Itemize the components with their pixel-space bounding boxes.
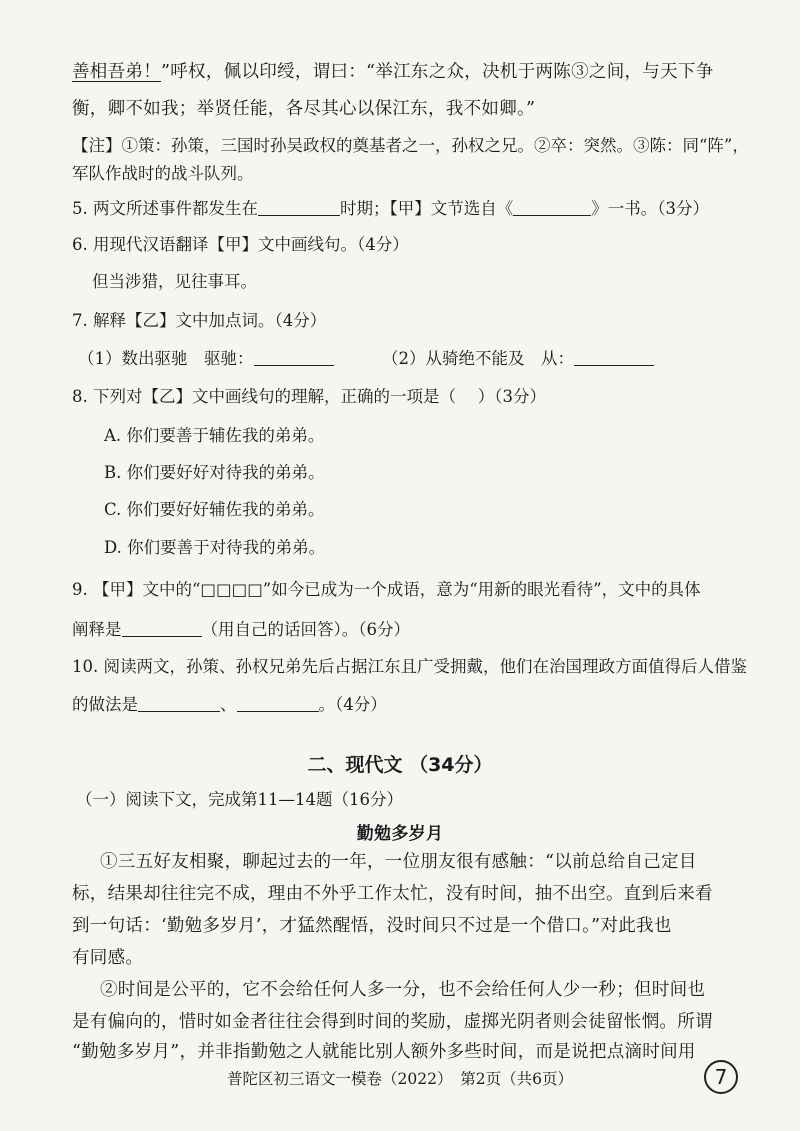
page-number-mark: 7 [704,1060,738,1094]
passage-title: 勤勉多岁月 [356,824,444,844]
question-9-line-1: 9. 【甲】文中的“□□□□”如今已成为一个成语，意为“用新的眼光看待”，文中的具体 [72,580,701,599]
page-footer: 普陀区初三语文一模卷（2022） 第2页（共6页） [227,1070,573,1088]
question-10-line-1: 10. 阅读两文，孙策、孙权兄弟先后占据江东且广受拥戴，他们在治国理政方面值得后人借鉴 [72,657,747,676]
question-6: 6. 用现代汉语翻译【甲】文中画线句。（4分） [72,235,409,254]
paragraph-1-line-2: 标，结果却往往完不成，理由不外乎工作太忙，没有时间，抽不出空。直到后来看 [72,884,713,904]
paragraph-2-line-2: 是有偏向的，惜时如金者往往会得到时间的奖励，虚掷光阴者则会徒留怅惘。所谓 [72,1012,713,1032]
paragraph-1-line-4: 有同感。 [72,948,144,968]
option-a[interactable]: A. 你们要善于辅佐我的弟弟。 [104,426,325,445]
paragraph-2-line-1: ②时间是公平的，它不会给任何人多一分，也不会给任何人少一秒；但时间也 [100,980,706,1000]
answer-blank[interactable] [258,197,340,216]
question-7: 7. 解释【乙】文中加点词。（4分） [72,311,327,330]
question-6-sentence: 但当涉猎，见往事耳。 [92,272,257,291]
paragraph-2-line-3: “勤勉多岁月”，并非指勤勉之人就能比别人额外多些时间，而是说把点滴时间用 [72,1042,696,1062]
notes-line-2: 军队作战时的战斗队列。 [72,164,254,183]
question-7-item-1: （1）数出驱驰 驱驰： [78,347,334,371]
notes-line-1: 【注】①策：孙策，三国时孙吴政权的奠基者之一，孙权之兄。②卒：突然。③陈：同“阵”， [72,136,749,155]
question-7-item-2: （2）从骑绝不能及 从： [382,347,654,371]
paragraph-1-line-3: 到一句话：‘勤勉多岁月’，才猛然醒悟，没时间只不过是一个借口。”对此我也 [72,916,672,936]
answer-blank[interactable] [138,693,220,712]
question-9-line-2: 阐释是 （用自己的话回答）。（6分） [72,620,410,639]
classical-line-2: 衡，卿不如我；举贤任能，各尽其心以保江东，我不如卿。” [72,99,536,119]
underlined-sentence: 善相吾弟！ [72,62,161,82]
answer-blank[interactable] [254,347,334,366]
answer-blank[interactable] [513,197,591,216]
classical-line-1: 善相吾弟！”呼权，佩以印绶，谓曰：“举江东之众，决机于两陈③之间，与天下争 [72,62,714,82]
option-c[interactable]: C. 你们要好好辅佐我的弟弟。 [104,500,325,519]
paragraph-1-line-1: ①三五好友相聚，聊起过去的一年，一位朋友很有感触：“以前总给自己定目 [100,852,697,872]
question-5: 5. 两文所述事件都发生在 时期；【甲】文节选自《 》一书。（3分） [72,199,709,218]
section-title: 二、现代文 （34分） [307,754,493,776]
question-8: 8. 下列对【乙】文中画线句的理解，正确的一项是（ ）（3分） [72,387,546,406]
section-subtitle: （一）阅读下文，完成第11—14题（16分） [76,790,403,809]
option-d[interactable]: D. 你们要善于对待我的弟弟。 [104,538,326,557]
option-b[interactable]: B. 你们要好好对待我的弟弟。 [104,463,325,482]
question-10-line-2: 的做法是 、 。（4分） [72,695,387,714]
answer-blank[interactable] [237,693,319,712]
answer-blank[interactable] [574,347,654,366]
answer-blank[interactable] [122,618,202,637]
